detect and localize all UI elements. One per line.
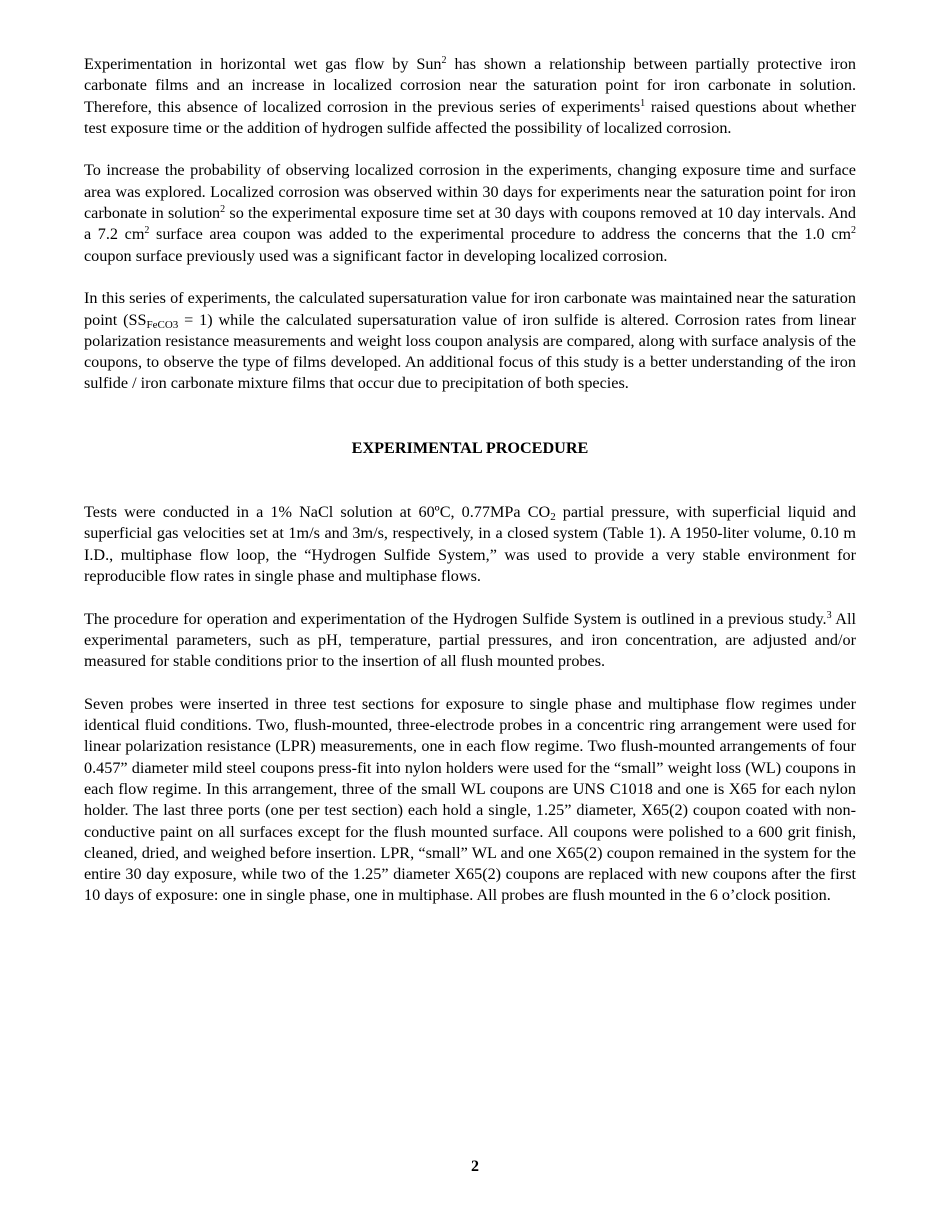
text-run: coupon surface previously used was a significant factor in developing localized corrosion. (84, 246, 668, 265)
intro-paragraph-2 (84, 160, 856, 266)
text-run: All experimental parameters, such as pH, temperature, partial pressures, and iron concentration, are adjusted and/or measured for stable conditions prior to the insertion of all flush mounted probes. (84, 609, 856, 671)
section-heading: EXPERIMENTAL PROCEDURE (351, 438, 589, 457)
text-run: has shown a relationship between partially protective iron carbonate films and an increase in localized corrosion near the saturation point for iron carbonate in solution. Therefore, this absence of localized corrosion in the previous series of experiments (84, 55, 856, 116)
intro-paragraph-1 (84, 54, 856, 139)
unit-superscript: 2 (851, 225, 856, 237)
text-run: partial pressure, with superficial liquid and superficial gas velocities set at 1m/s and 3m/s, respectively, in a closed system (Table 1). A 1950-liter volume, 0.10 m I.D., multiphase flow loop, the “Hydrogen Sulfide System,” was used to provide a very stable environment for reproducible flow rates in single phase and multiphase flows. (84, 503, 856, 585)
citation-superscript: 2 (220, 204, 226, 216)
text-run: so the experimental exposure time set at 30 days with coupons removed at 10 day intervals. And a 7.2 cm (84, 204, 856, 244)
procedure-paragraph-3: Seven probes were inserted in three test sections for exposure to single phase and multiphase flow regimes under identical fluid conditions. Two, flush-mounted, three-electrode probes in a concentric ring arrangement were used for linear polarization resistance (LPR) measurements, one in each flow regime. Two flush-mounted arrangements of four 0.457” diameter mild steel coupons press-fit into nylon holders were used for the “small” weight loss (WL) coupons in each flow regime. In this arrangement, three of the small WL coupons are UNS C1018 and one is X65 for each nylon holder. The last three ports (one per test section) each hold a single, 1.25” diameter, X65(2) coupon coated with non-conductive paint on all surfaces except for the flush mounted surface. All coupons were polished to a 600 grit finish, cleaned, dried, and weighed before insertion. LPR, “small” WL and one X65(2) coupon remained in the system for the entire 30 day exposure, while two of the 1.25” diameter X65(2) coupons are replaced with new coupons after the first 10 days of exposure: one in single phase, one in multiphase. All probes are flush mounted in the 6 o’clock position. (84, 694, 856, 905)
intro-paragraph-3 (84, 288, 856, 394)
chemical-subscript: FeCO3 (146, 318, 179, 331)
citation-superscript: 1 (640, 97, 646, 109)
procedure-paragraph-1 (84, 502, 856, 587)
text-run: The procedure for operation and experimentation of the Hydrogen Sulfide System is outlined in a previous study. (84, 609, 827, 628)
document-page (84, 54, 856, 928)
procedure-paragraph-2 (84, 609, 856, 673)
text-run: raised questions about whether test exposure time or the addition of hydrogen sulfide affected the possibility of localized corrosion. (84, 97, 856, 137)
citation-superscript: 2 (441, 55, 447, 66)
unit-superscript: 2 (144, 225, 150, 237)
text-run: surface area coupon was added to the experimental procedure to address the concerns that the 1.0 cm (149, 225, 851, 244)
page-number: 2 (471, 1158, 479, 1175)
text-run: Experimentation in horizontal wet gas flow by Sun (84, 55, 442, 73)
chemical-subscript: 2 (550, 511, 556, 524)
text-run: = 1) while the calculated supersaturation value of iron sulfide is altered. Corrosion rates from linear polarization resistance measurements and weight loss coupon analysis are compared, along with surface analysis of the coupons, to observe the type of films developed. An additional focus of this study is a better understanding of the iron sulfide / iron carbonate mixture films that occur due to precipitation of both species. (84, 310, 856, 393)
text-run: In this series of experiments, the calculated supersaturation value for iron carbonate was maintained near the saturation point (SS (84, 289, 856, 329)
text-run: Tests were conducted in a 1% NaCl solution at 60ºC, 0.77MPa CO (84, 503, 551, 522)
text-run: To increase the probability of observing localized corrosion in the experiments, changing exposure time and surface area was explored. Localized corrosion was observed within 30 days for experiments near the saturation point for iron carbonate in solution (84, 161, 856, 223)
citation-superscript: 3 (826, 609, 832, 621)
